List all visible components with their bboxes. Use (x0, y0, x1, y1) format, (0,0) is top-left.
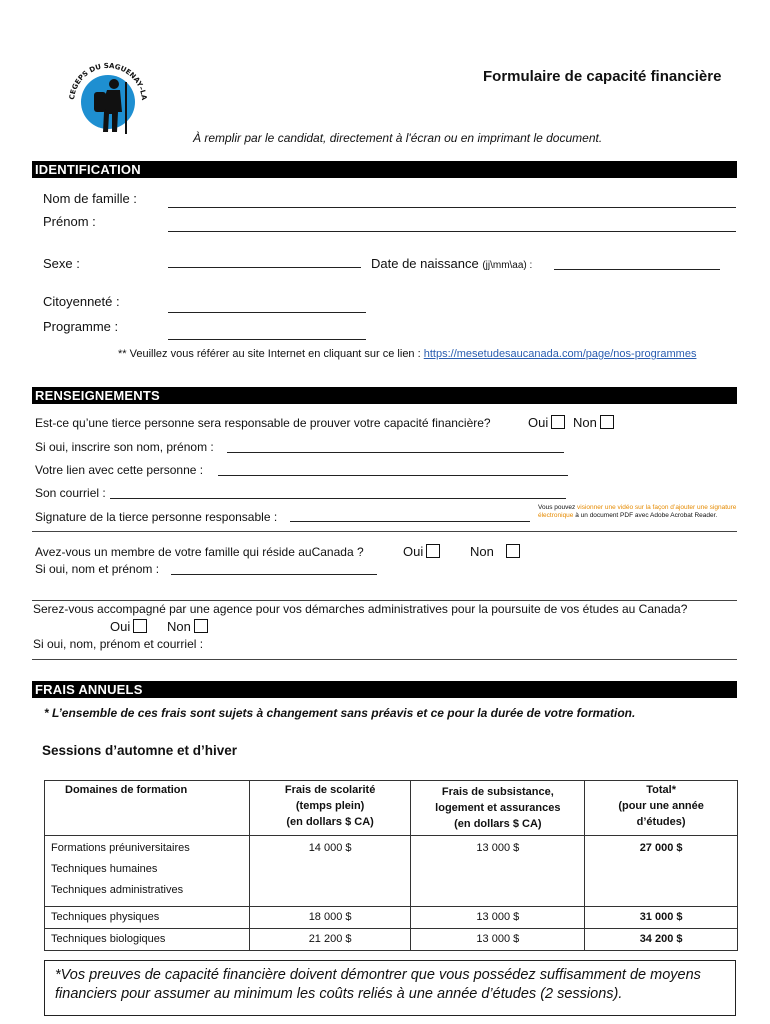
capacite-financiere-footnote: *Vos preuves de capacité financière doivent démontrer que vous possédez suffisamment de moyens financiers pour assumer au minimum les coûts reliés à une année d’études (2 sessions). (44, 960, 736, 1016)
q3-non-label: Non (167, 619, 191, 634)
row1-domaine-3: Techniques administratives (51, 884, 184, 896)
page-title: Formulaire de capacité financière (483, 68, 722, 85)
question-agence: Serez-vous accompagné par une agence pour vos démarches administratives pour la poursuite de vos études au Canada? (33, 602, 688, 616)
col2-line2: (temps plein) (295, 800, 365, 812)
col1-text: Domaines de formation (65, 784, 188, 796)
table-row (45, 907, 738, 929)
section-renseignements: RENSEIGNEMENTS (32, 387, 737, 404)
row2-domaine: Techniques physiques (45, 907, 250, 929)
q3-oui-option[interactable] (110, 619, 147, 634)
q1-text: Est-ce qu’une tierce personne sera responsable de prouver votre capacité financière? (35, 416, 491, 430)
signature-help-note (538, 504, 738, 520)
divider-2 (32, 600, 737, 601)
label-prenom: Prénom : (43, 214, 96, 229)
row3-scolarite: 21 200 $ (249, 929, 411, 951)
frais-disclaimer: * L’ensemble de ces frais sont sujets à changement sans préavis et ce pour la durée de votre formation. (44, 706, 636, 720)
q1-oui-checkbox[interactable] (551, 415, 565, 429)
q1-oui-option[interactable] (528, 415, 565, 430)
input-lien[interactable] (218, 475, 568, 476)
col-header-total (585, 781, 738, 836)
input-citoyennete[interactable] (168, 312, 366, 313)
row3-domaine: Techniques biologiques (45, 929, 250, 951)
logo-arc-text: CEGEPS DU SAGUENAY–LA (68, 61, 149, 101)
date-label-text: Date de naissance (371, 256, 479, 271)
cegep-logo (62, 40, 154, 145)
row2-subsistance: 13 000 $ (411, 907, 585, 929)
col3-line1: Frais de subsistance, (441, 786, 554, 798)
q3-non-checkbox[interactable] (194, 619, 208, 633)
label-sexe: Sexe : (43, 256, 80, 271)
hiker-logo-icon (62, 40, 154, 145)
q2-oui-label: Oui (403, 544, 424, 559)
q3-oui-checkbox[interactable] (133, 619, 147, 633)
table-row (45, 929, 738, 951)
col2-line3: (en dollars $ CA) (286, 816, 374, 828)
row1-total: 27 000 $ (585, 836, 738, 907)
q1-non-label: Non (573, 415, 597, 430)
label-agence-info: Si oui, nom, prénom et courriel : (33, 637, 204, 651)
table-row (45, 836, 738, 907)
q2-oui-checkbox[interactable] (426, 544, 440, 558)
row3-total: 34 200 $ (585, 929, 738, 951)
label-tierce-nom: Si oui, inscrire son nom, prénom : (35, 440, 214, 454)
label-date-naissance (371, 256, 532, 271)
row1-scolarite: 14 000 $ (249, 836, 411, 907)
label-courriel: Son courriel : (35, 486, 106, 500)
sig-note-prefix: Vous pouvez (538, 504, 576, 511)
row1-domaine-1: Formations préuniversitaires (51, 842, 190, 854)
q1-non-checkbox[interactable] (600, 415, 614, 429)
input-prenom[interactable] (168, 231, 736, 232)
section-frais-annuels: FRAIS ANNUELS (32, 681, 737, 698)
col-header-subsistance (411, 781, 585, 836)
col-header-domaines (45, 781, 250, 836)
input-sexe[interactable] (168, 267, 361, 268)
input-nom[interactable] (168, 207, 736, 208)
row2-scolarite: 18 000 $ (249, 907, 411, 929)
input-famille-nom[interactable] (171, 574, 377, 575)
row2-total: 31 000 $ (585, 907, 738, 929)
col4-line3: d’études) (636, 816, 686, 828)
col4-line1: Total* (646, 784, 676, 796)
question-famille: Avez-vous un membre de votre famille qui réside auCanada ? (35, 545, 364, 559)
divider-1 (32, 531, 737, 532)
divider-3 (32, 659, 737, 660)
label-citoyennete: Citoyenneté : (43, 294, 120, 309)
label-famille-nom: Si oui, nom et prénom : (35, 562, 160, 576)
q1-oui-label: Oui (528, 415, 549, 430)
fees-table (44, 780, 738, 951)
input-courriel[interactable] (110, 498, 566, 499)
programmes-note-text: ** Veuillez vous référer au site Internet en cliquant sur ce lien : (118, 348, 421, 360)
q2-non-checkbox[interactable] (506, 544, 520, 558)
label-signature: Signature de la tierce personne responsable : (35, 510, 278, 524)
row1-domaine-2: Techniques humaines (51, 863, 158, 875)
q2-non-label: Non (470, 544, 494, 559)
sig-video-link[interactable]: visionner une vidéo sur la façon d’ajouter une signature électronique (538, 504, 737, 519)
sig-note-suffix: à un document PDF avec Adobe Acrobat Reader. (575, 512, 718, 519)
q2-non-option[interactable] (470, 544, 520, 559)
input-date-naissance[interactable] (554, 269, 720, 270)
q2-oui-option[interactable] (403, 544, 440, 559)
col4-line2: (pour une année (618, 800, 704, 812)
label-nom: Nom de famille : (43, 191, 137, 206)
row1-subsistance: 13 000 $ (411, 836, 585, 907)
input-tierce-nom[interactable] (227, 452, 564, 453)
date-format-text: (jj\mm\aa) : (482, 260, 533, 271)
programmes-link[interactable]: https://mesetudesaucanada.com/page/nos-programmes (423, 348, 697, 360)
input-signature[interactable] (290, 521, 530, 522)
programmes-note (118, 348, 696, 360)
q3-oui-label: Oui (110, 619, 131, 634)
page-subtitle: À remplir par le candidat, directement à l'écran ou en imprimant le document. (193, 131, 603, 145)
section-identification: IDENTIFICATION (32, 161, 737, 178)
row1-domaines (45, 836, 250, 907)
col2-line1: Frais de scolarité (284, 784, 376, 796)
question-tierce-personne (35, 416, 491, 430)
col3-line2: logement et assurances (435, 802, 561, 814)
table-header-row (45, 781, 738, 836)
q1-non-option[interactable] (573, 415, 614, 430)
q3-non-option[interactable] (167, 619, 208, 634)
sessions-title: Sessions d’automne et d’hiver (42, 743, 238, 758)
input-programme[interactable] (168, 339, 366, 340)
col-header-scolarite (249, 781, 411, 836)
label-lien: Votre lien avec cette personne : (35, 463, 204, 477)
col3-line3: (en dollars $ CA) (454, 818, 542, 830)
label-programme: Programme : (43, 319, 119, 334)
row3-subsistance: 13 000 $ (411, 929, 585, 951)
